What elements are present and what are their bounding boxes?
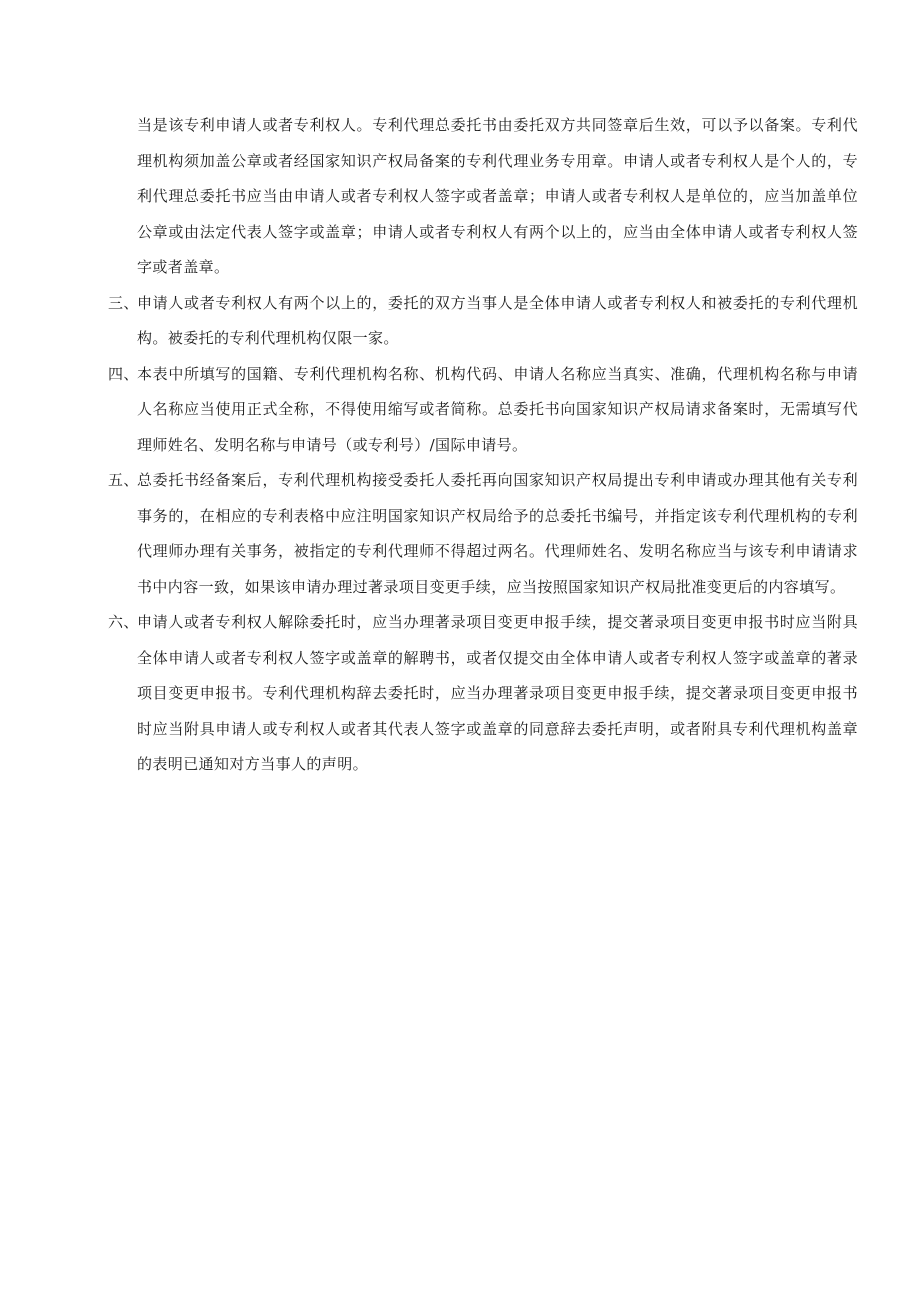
note-number: 三、 — [108, 293, 139, 312]
note-text: 申请人或者专利权人有两个以上的，委托的双方当事人是全体申请人或者专利权人和被委托的专利代理机构。被委托的专利代理机构仅限一家。 — [137, 293, 858, 347]
note-item-continued — [108, 108, 858, 286]
note-text: 本表中所填写的国籍、专利代理机构名称、机构代码、申请人名称应当真实、准确，代理机构名称与申请人名称应当使用正式全称，不得使用缩写或者简称。总委托书向国家知识产权局请求备案时，无需填写代理师姓名、发明名称与申请号（或专利号）/国际申请号。 — [137, 364, 858, 454]
notes-list — [108, 108, 858, 783]
note-item-4 — [108, 357, 858, 464]
note-item-5 — [108, 463, 858, 605]
note-number: 四、 — [108, 364, 139, 383]
note-number: 五、 — [108, 471, 139, 489]
note-text: 当是该专利申请人或者专利权人。专利代理总委托书由委托双方共同签章后生效，可以予以备案。专利代理机构须加盖公章或者经国家知识产权局备案的专利代理业务专用章。申请人或者专利权人是个人的，专利代理总委托书应当由申请人或者专利权人签字或者盖章；申请人或者专利权人是单位的，应当加盖单位公章或由法定代表人签字或盖章；申请人或者专利权人有两个以上的，应当由全体申请人或者专利权人签字或者盖章。 — [137, 116, 858, 276]
note-item-6 — [108, 605, 858, 783]
note-item-3 — [108, 286, 858, 357]
note-text: 总委托书经备案后，专利代理机构接受委托人委托再向国家知识产权局提出专利申请或办理其他有关专利事务的，在相应的专利表格中应注明国家知识产权局给予的总委托书编号，并指定该专利代理机构的专利代理师办理有关事务，被指定的专利代理师不得超过两名。代理师姓名、发明名称应当与该专利申请请求书中内容一致，如果该申请办理过著录项目变更手续，应当按照国家知识产权局批准变更后的内容填写。 — [137, 471, 858, 596]
note-number: 六、 — [108, 613, 139, 631]
note-text: 申请人或者专利权人解除委托时，应当办理著录项目变更申报手续，提交著录项目变更申报书时应当附具全体申请人或者专利权人签字或盖章的解聘书，或者仅提交由全体申请人或者专利权人签字或盖章的著录项目变更申报书。专利代理机构辞去委托时，应当办理著录项目变更申报手续，提交著录项目变更申报书时应当附具申请人或专利权人或者其代表人签字或盖章的同意辞去委托声明，或者附具专利代理机构盖章的表明已通知对方当事人的声明。 — [137, 613, 858, 773]
